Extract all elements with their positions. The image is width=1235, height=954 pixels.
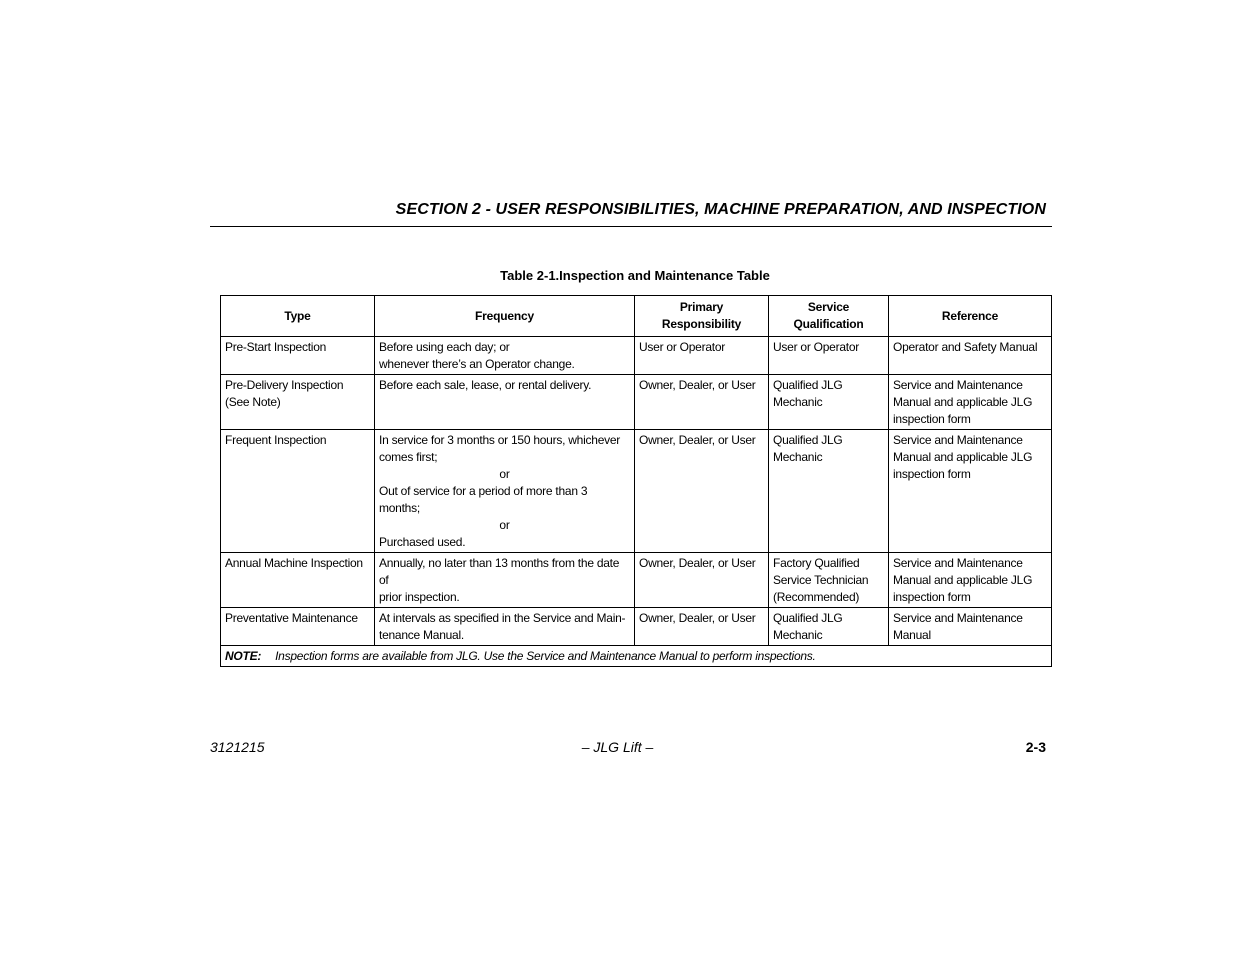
cell-text-line: or <box>499 467 510 481</box>
table-body <box>221 337 1052 646</box>
cell-reference <box>889 553 1052 608</box>
cell-text-line: (See Note) <box>225 395 281 409</box>
table-note <box>221 646 1052 667</box>
table-note-row <box>221 646 1052 667</box>
cell-text-line: Qualified JLG <box>773 378 843 392</box>
cell-text-line: whenever there’s an Operator change. <box>379 357 575 371</box>
cell-text-line: Frequent Inspection <box>225 433 327 447</box>
cell-qualification <box>769 430 889 553</box>
cell-text-line: Manual and applicable JLG <box>893 573 1033 587</box>
cell-type <box>221 337 375 375</box>
cell-reference <box>889 337 1052 375</box>
table-header-row <box>221 296 1052 337</box>
cell-type <box>221 553 375 608</box>
cell-text-line: Owner, Dealer, or User <box>639 556 756 570</box>
cell-text-line: Qualified JLG <box>773 433 843 447</box>
cell-text-line: Service and Maintenance <box>893 378 1023 392</box>
note-label: NOTE: <box>225 649 262 663</box>
document-number: 3121215 <box>210 739 265 755</box>
cell-qualification <box>769 375 889 430</box>
cell-text-line: Mechanic <box>773 450 823 464</box>
cell-responsibility <box>635 608 769 646</box>
cell-responsibility <box>635 430 769 553</box>
section-title: SECTION 2 - USER RESPONSIBILITIES, MACHINE PREPARATION, AND INSPECTION <box>395 201 1046 218</box>
cell-frequency <box>375 553 635 608</box>
cell-text-line: Pre-Delivery Inspection <box>225 378 344 392</box>
cell-text-line: Owner, Dealer, or User <box>639 433 756 447</box>
cell-text-line: Manual <box>893 628 931 642</box>
cell-text-line: Service Technician <box>773 573 869 587</box>
cell-text-line: Before each sale, lease, or rental delivery. <box>379 378 592 392</box>
cell-text-line: Preventative Maintenance <box>225 611 358 625</box>
cell-reference <box>889 608 1052 646</box>
table-caption: Table 2-1.Inspection and Maintenance Table <box>500 268 770 283</box>
cell-text-line: Out of service for a period of more than 3 months; <box>379 484 588 515</box>
cell-text-line: Service and Maintenance <box>893 556 1023 570</box>
cell-frequency <box>375 608 635 646</box>
cell-text-line: At intervals as specified in the Service and Main- <box>379 611 626 625</box>
cell-text-line: Owner, Dealer, or User <box>639 378 756 392</box>
cell-text-line: Service and Maintenance <box>893 611 1023 625</box>
cell-qualification <box>769 608 889 646</box>
cell-reference <box>889 430 1052 553</box>
cell-text-line: inspection form <box>893 412 971 426</box>
cell-text-line: Manual and applicable JLG <box>893 395 1033 409</box>
cell-text-line: Factory Qualified <box>773 556 860 570</box>
table-row <box>221 553 1052 608</box>
cell-frequency <box>375 337 635 375</box>
inspection-maintenance-table <box>220 295 1052 667</box>
cell-text-line: Qualified JLG <box>773 611 843 625</box>
cell-type <box>221 430 375 553</box>
cell-text-line: Annually, no later than 13 months from the date of <box>379 556 620 587</box>
cell-text-line: or <box>499 518 510 532</box>
page-number: 2-3 <box>1025 739 1046 755</box>
column-header-reference: Reference <box>889 296 1052 337</box>
table-row <box>221 337 1052 375</box>
note-text: Inspection forms are available from JLG. Use the Service and Maintenance Manual to perform inspections. <box>275 649 816 663</box>
cell-text-line: inspection form <box>893 590 971 604</box>
cell-text-line: prior inspection. <box>379 590 460 604</box>
cell-type <box>221 608 375 646</box>
column-header-responsibility: Primary Responsibility <box>635 296 769 337</box>
column-header-type: Type <box>221 296 375 337</box>
cell-text-line: User or Operator <box>639 340 726 354</box>
cell-text-line: Operator and Safety Manual <box>893 340 1038 354</box>
footer-brand: – JLG Lift – <box>581 739 654 755</box>
cell-text-line: User or Operator <box>773 340 860 354</box>
cell-frequency <box>375 375 635 430</box>
table-row <box>221 375 1052 430</box>
cell-responsibility <box>635 337 769 375</box>
cell-qualification <box>769 553 889 608</box>
cell-text-line: comes first; <box>379 450 438 464</box>
cell-reference <box>889 375 1052 430</box>
cell-text-line: Service and Maintenance <box>893 433 1023 447</box>
cell-responsibility <box>635 375 769 430</box>
cell-text-line: Annual Machine Inspection <box>225 556 363 570</box>
cell-qualification <box>769 337 889 375</box>
table-row <box>221 608 1052 646</box>
cell-text-line: Owner, Dealer, or User <box>639 611 756 625</box>
cell-text-line: (Recommended) <box>773 590 860 604</box>
cell-text-line: Purchased used. <box>379 535 466 549</box>
cell-text-line: Mechanic <box>773 395 823 409</box>
column-header-frequency: Frequency <box>375 296 635 337</box>
cell-frequency <box>375 430 635 553</box>
cell-text-line: In service for 3 months or 150 hours, whichever <box>379 433 621 447</box>
cell-text-line: Mechanic <box>773 628 823 642</box>
cell-text-line: Before using each day; or <box>379 340 510 354</box>
cell-text-line: Pre-Start Inspection <box>225 340 327 354</box>
cell-responsibility <box>635 553 769 608</box>
header-divider <box>210 226 1052 227</box>
cell-text-line: Manual and applicable JLG <box>893 450 1033 464</box>
cell-text-line: inspection form <box>893 467 971 481</box>
cell-type <box>221 375 375 430</box>
table-row <box>221 430 1052 553</box>
column-header-qualification: Service Qualification <box>769 296 889 337</box>
cell-text-line: tenance Manual. <box>379 628 464 642</box>
